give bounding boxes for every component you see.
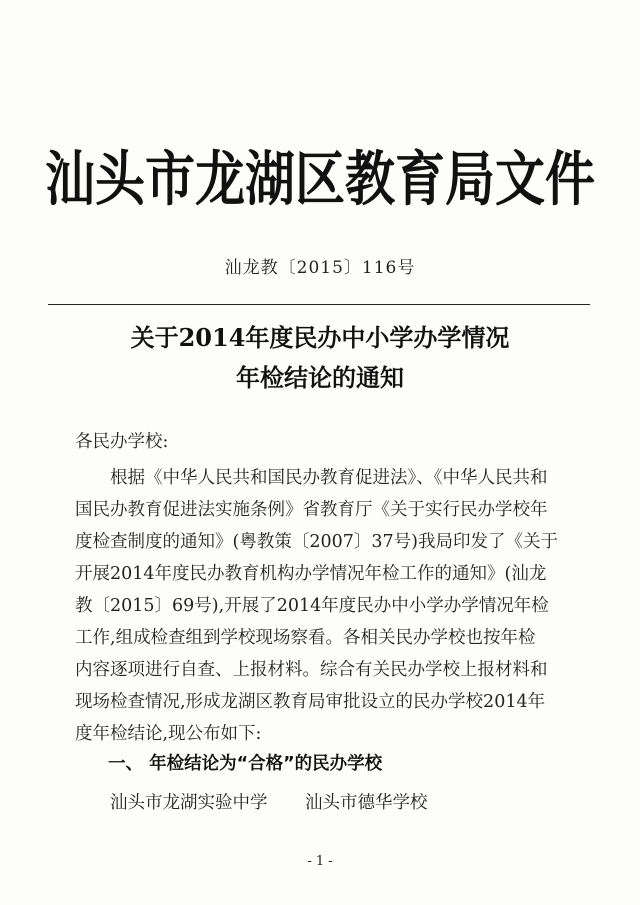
body-line: 根据《中华人民共和国民办教育促进法》、《中华人民共和 (110, 468, 548, 488)
document-number: 汕龙教〔2015〕116号 (224, 258, 416, 278)
document-masthead: 汕头市龙湖区教育局文件 (45, 145, 595, 214)
page-number: - 1 - (307, 854, 333, 869)
body-line: 开展2014年度民办教育机构办学情况年检工作的通知》(汕龙 (75, 564, 547, 584)
body-line: 现场检查情况,形成龙湖区教育局审批设立的民办学校2014年 (75, 692, 546, 712)
section-heading-qualified: 一、 年检结论为“合格”的民办学校 (108, 754, 383, 774)
notice-title-line-2: 年检结论的通知 (236, 363, 404, 392)
body-line: 内容逐项进行自查、上报材料。综合有关民办学校上报材料和 (75, 660, 548, 680)
body-line: 度检查制度的通知》(粤教策〔2007〕37号)我局印发了《关于 (75, 532, 558, 552)
school-name: 汕头市德华学校 (305, 793, 428, 813)
body-line: 教〔2015〕69号),开展了2014年度民办中小学办学情况年检 (75, 596, 549, 616)
body-line: 国民办教育促进法实施条例》省教育厅《关于实行民办学校年 (75, 500, 548, 520)
school-name: 汕头市龙湖实验中学 (110, 793, 268, 813)
body-line: 工作,组成检查组到学校现场察看。各相关民办学校也按年检 (75, 628, 536, 648)
header-divider (48, 304, 590, 305)
notice-title-line-1: 关于2014年度民办中小学办学情况 (130, 323, 510, 352)
salutation: 各民办学校: (75, 432, 169, 452)
body-line: 度年检结论,现公布如下: (75, 724, 262, 744)
